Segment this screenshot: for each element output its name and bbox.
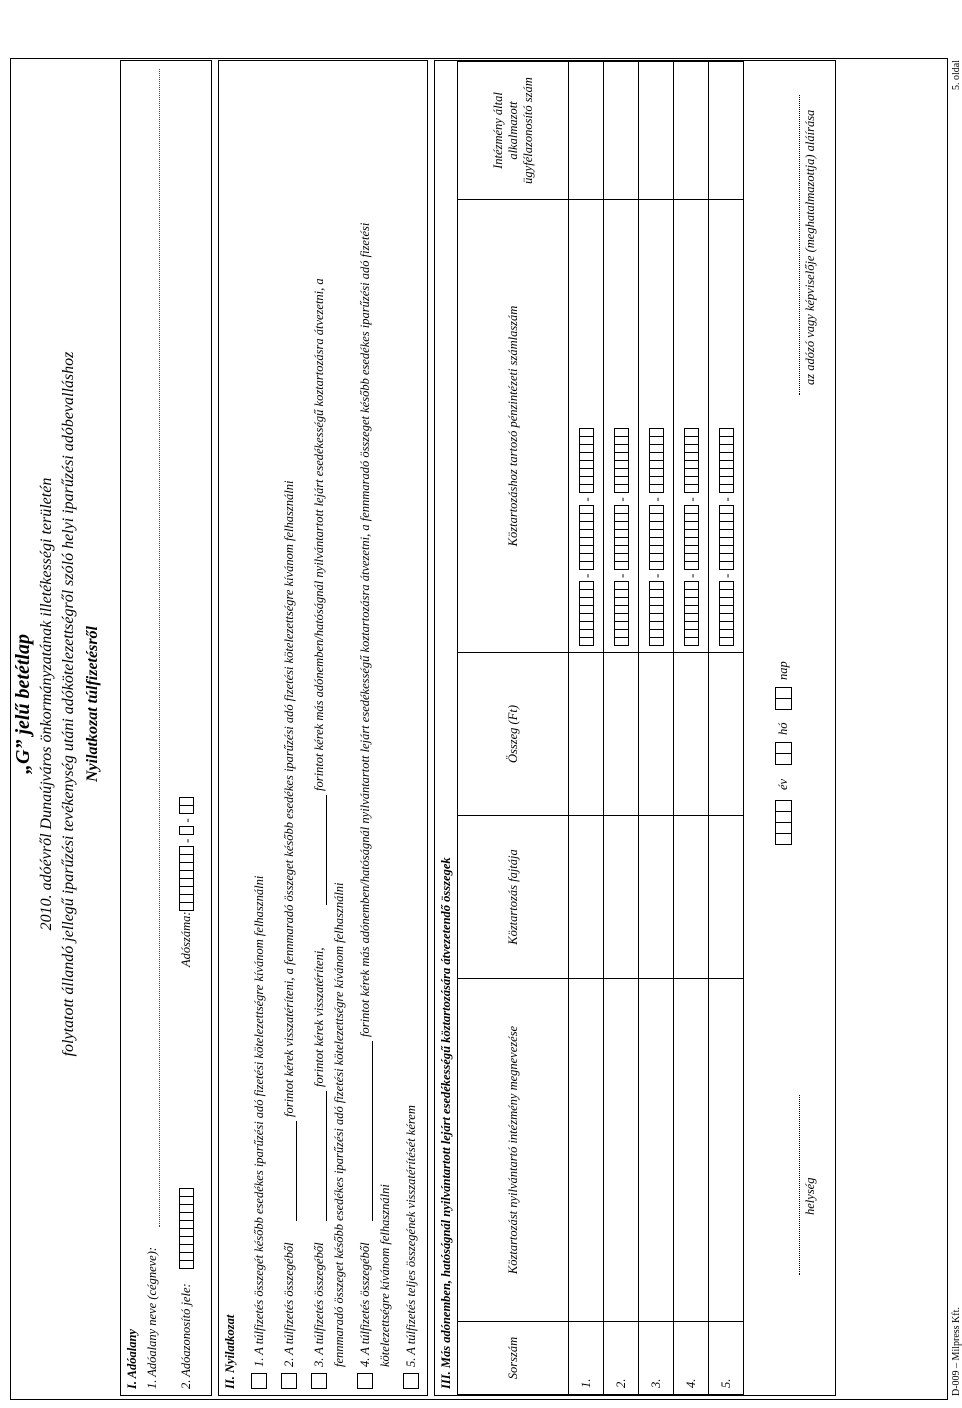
institution-cell[interactable] xyxy=(604,979,639,1322)
client-id-cell[interactable] xyxy=(639,62,674,200)
table-row xyxy=(569,62,604,1395)
account-cell[interactable] xyxy=(709,200,744,653)
taxno-label: Adószáma: xyxy=(179,911,193,967)
option-1-checkbox[interactable] xyxy=(251,1373,267,1389)
option-4-label-a: 4. A túlfizetés összegéből xyxy=(358,1242,372,1367)
taxno-boxes[interactable]: - - xyxy=(179,798,194,911)
account-boxes[interactable]: - - xyxy=(719,206,734,646)
table-row xyxy=(709,62,744,1395)
account-boxes[interactable]: - - xyxy=(614,206,629,646)
option-3-label-a: 3. A túlfizetés összegéből xyxy=(312,1242,326,1367)
amount-cell[interactable] xyxy=(674,653,709,816)
account-boxes[interactable]: - - xyxy=(649,206,664,646)
option-3-label-d: fennmaradó összeget később esedékes iparűzési adó fizetési kötelezettségre kívánom felhasználni xyxy=(332,882,346,1367)
institution-cell[interactable] xyxy=(709,979,744,1322)
option-5-checkbox[interactable] xyxy=(403,1373,419,1389)
debt-type-cell[interactable] xyxy=(639,816,674,979)
client-id-cell[interactable] xyxy=(569,62,604,200)
row-number: 1. xyxy=(569,1322,604,1395)
row-number: 5. xyxy=(709,1322,744,1395)
column-header-amount: Összeg (Ft) xyxy=(458,653,569,816)
debt-type-cell[interactable] xyxy=(674,816,709,979)
institution-cell[interactable] xyxy=(569,979,604,1322)
client-id-cell[interactable] xyxy=(674,62,709,200)
column-header-no: Sorszám xyxy=(458,1322,569,1395)
footer-publisher: D-009 – Milpress Kft. xyxy=(951,1307,962,1396)
debt-type-cell[interactable] xyxy=(709,816,744,979)
option-3-checkbox[interactable] xyxy=(311,1373,327,1389)
section-taxpayer xyxy=(120,60,212,1396)
form-subtitle-2: folytatott állandó jellegű iparűzési tevékenység utáni adókötelezettségről szóló helyi iparűzési adóbevalláshoz xyxy=(60,351,77,1057)
debt-type-cell[interactable] xyxy=(604,816,639,979)
table-row xyxy=(604,62,639,1395)
option-2-amount-field[interactable] xyxy=(296,1121,297,1221)
account-cell[interactable] xyxy=(569,200,604,653)
table-row xyxy=(674,62,709,1395)
section-1-title: I. Adóalany xyxy=(125,1329,139,1389)
column-header-account: Köztartozáshoz tartozó pénzintézeti számlaszám xyxy=(458,200,569,653)
option-4-checkbox[interactable] xyxy=(357,1373,373,1389)
debt-type-cell[interactable] xyxy=(569,816,604,979)
form-subtitle-3: Nyilatkozat túlfizetésről xyxy=(84,626,101,782)
year-label: év xyxy=(776,778,790,790)
account-cell[interactable] xyxy=(639,200,674,653)
month-label: hó xyxy=(776,722,790,735)
day-label: nap xyxy=(776,661,790,680)
column-header-client-id: Intézmény által alkalmazott ügyfélazonosító szám xyxy=(458,62,569,200)
option-2-checkbox[interactable] xyxy=(281,1373,297,1389)
day-boxes[interactable] xyxy=(775,688,792,710)
transfers-table xyxy=(457,61,744,1395)
option-1-label: 1. A túlfizetés összegét később esedékes iparűzési adó fizetési kötelezettségre kívánom felhasználni xyxy=(252,875,266,1367)
option-4-amount-field[interactable] xyxy=(372,1041,373,1221)
section-declaration xyxy=(218,60,428,1396)
institution-cell[interactable] xyxy=(674,979,709,1322)
amount-cell[interactable] xyxy=(604,653,639,816)
account-boxes[interactable]: - - xyxy=(684,206,699,646)
taxid-boxes[interactable] xyxy=(179,1189,194,1269)
taxpayer-name-field[interactable] xyxy=(159,69,160,1227)
client-id-cell[interactable] xyxy=(604,62,639,200)
option-2-label-b: forintot kérek visszatéríteni, a fennmaradó összeget később esedékes iparűzési adó fizetési kötelezettségre kívánom felhasználni xyxy=(282,480,296,1117)
row-number: 4. xyxy=(674,1322,709,1395)
taxpayer-name-label: 1. Adóalany neve (cégneve): xyxy=(145,1246,159,1389)
table-header-row xyxy=(458,62,569,1395)
footer-page-number: 5. oldal xyxy=(951,60,962,90)
form-title: „G” jelű betétlap xyxy=(12,634,34,774)
signature-label: az adózó vagy képviselője (meghatalmazottja) aláírása xyxy=(803,109,817,385)
account-cell[interactable] xyxy=(604,200,639,653)
row-number: 3. xyxy=(639,1322,674,1395)
form-subtitle-1: 2010. adóévről Dunaújváros önkormányzatának illetékességi területén xyxy=(38,477,55,931)
table-row xyxy=(639,62,674,1395)
client-id-cell[interactable] xyxy=(709,62,744,200)
amount-cell[interactable] xyxy=(569,653,604,816)
amount-cell[interactable] xyxy=(639,653,674,816)
institution-cell[interactable] xyxy=(639,979,674,1322)
section-transfers xyxy=(434,60,836,1396)
option-3-amount-field-2[interactable] xyxy=(326,795,327,905)
option-3-label-c: forintot kérek más adónemben/hatóságnál nyilvántartott lejárt esedékességű koztartozásra átvezetni, a xyxy=(312,278,326,791)
place-field[interactable] xyxy=(799,1095,800,1275)
signature-field[interactable] xyxy=(799,95,800,395)
month-boxes[interactable] xyxy=(775,743,792,765)
section-3-title: III. Más adónemben, hatóságnál nyilvántartott lejárt esedékességű köztartozására átvezetendő összegek xyxy=(439,857,453,1389)
option-3-amount-field-1[interactable] xyxy=(326,1091,327,1221)
option-4-label-b: forintot kérek más adónemben/hatóságnál nyilvántartott lejárt esedékességű koztartozásra átvezetni, a fennmaradó összeget később esedékes iparűzési adó fizetési xyxy=(358,222,372,1037)
column-header-debt-type: Köztartozás fajtája xyxy=(458,816,569,979)
account-boxes[interactable]: - - xyxy=(579,206,594,646)
column-header-institution: Köztartozást nyilvántartó intézmény megnevezése xyxy=(458,979,569,1322)
option-5-label: 5. A túlfizetés teljes összegének visszatérítését kérem xyxy=(404,1105,418,1367)
taxid-label: 2. Adóazonosító jele: xyxy=(179,1283,193,1389)
option-3-label-b: forintot kérek visszatéríteni, xyxy=(312,947,326,1087)
account-cell[interactable] xyxy=(674,200,709,653)
option-4-label-c: kötelezettségre kívánom felhasználni xyxy=(378,1184,392,1367)
place-label: helység xyxy=(803,1177,817,1215)
row-number: 2. xyxy=(604,1322,639,1395)
amount-cell[interactable] xyxy=(709,653,744,816)
year-boxes[interactable] xyxy=(775,801,792,845)
option-2-label-a: 2. A túlfizetés összegéből xyxy=(282,1242,296,1367)
section-2-title: II. Nyilatkozat xyxy=(223,1314,237,1389)
